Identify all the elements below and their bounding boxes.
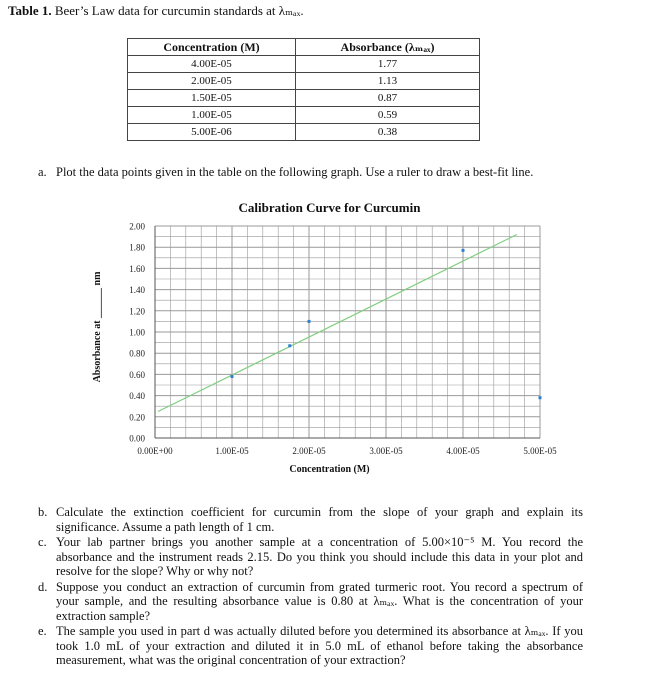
question-label: b. — [38, 505, 48, 519]
chart-title: Calibration Curve for Curcumin — [238, 200, 421, 215]
y-tick-label: 2.00 — [129, 221, 145, 232]
question-text: Your lab partner brings you another sample at a concentration of 5.00×10⁻⁵ M. You record the absorbance and the instrument reads 2.15. Do you think you should include this data in your plot and resolve for the slope? Why or why not? — [56, 535, 583, 578]
x-tick-label: 3.00E-05 — [369, 446, 403, 456]
x-tick-label: 0.00E+00 — [137, 446, 173, 456]
question-text: The sample you used in part d was actually diluted before you determined its absorbance at λₘₐₓ. If you took 1.0 mL of your extraction and diluted it in 5.0 mL of ethanol before taking the absorbance measurement, what was the original concentration of your extraction? — [56, 624, 583, 667]
data-point — [288, 344, 291, 347]
y-tick-label: 1.80 — [129, 242, 145, 253]
y-tick-label: 1.40 — [129, 285, 145, 296]
question-label: d. — [38, 579, 48, 594]
data-point — [308, 320, 311, 323]
x-tick-label: 2.00E-05 — [292, 446, 326, 456]
x-tick-label: 1.00E-05 — [215, 446, 249, 456]
x-tick-label: 4.00E-05 — [446, 446, 480, 456]
cell-concentration: 4.00E-05 — [128, 56, 296, 73]
y-tick-label: 0.40 — [129, 391, 145, 402]
cell-concentration: 5.00E-06 — [128, 124, 296, 141]
question-d — [38, 580, 583, 624]
table-caption-text: Beer’s Law data for curcumin standards at λₘₐₓ. — [51, 3, 304, 18]
cell-absorbance: 1.77 — [296, 56, 480, 73]
question-text: Calculate the extinction coefficient for curcumin from the slope of your graph and explain its significance. Assume a path length of 1 cm. — [56, 505, 583, 534]
question-c — [38, 535, 583, 579]
question-label: a. — [38, 165, 47, 179]
x-axis-label: Concentration (M) — [289, 464, 370, 475]
cell-absorbance: 0.38 — [296, 124, 480, 141]
cell-concentration: 1.50E-05 — [128, 90, 296, 107]
question-b — [38, 505, 583, 534]
y-axis-label: Absorbance at ______ nm — [92, 271, 103, 383]
question-e — [38, 624, 583, 668]
y-tick-label: 0.20 — [129, 412, 145, 423]
question-text: Plot the data points given in the table on the following graph. Use a ruler to draw a best-fit line. — [56, 165, 534, 179]
question-label: e. — [38, 624, 47, 638]
y-tick-label: 0.00 — [129, 433, 145, 444]
question-label: c. — [38, 535, 47, 549]
data-point — [462, 249, 465, 252]
cell-absorbance: 0.87 — [296, 90, 480, 107]
y-tick-label: 1.60 — [129, 263, 145, 274]
question-text: Suppose you conduct an extraction of curcumin from grated turmeric root. You record a spectrum of your sample, and the resulting absorbance value is 0.80 at λₘₐₓ. What is the concentration of your extraction sample? — [56, 579, 583, 623]
cell-absorbance: 1.13 — [296, 73, 480, 90]
y-tick-label: 1.00 — [129, 327, 145, 338]
table-caption-label: Table 1. — [8, 3, 52, 18]
cell-concentration: 1.00E-05 — [128, 107, 296, 124]
y-tick-label: 0.60 — [129, 369, 145, 380]
x-tick-label: 5.00E-05 — [523, 446, 557, 456]
question-list — [38, 505, 583, 669]
header-absorbance: Absorbance (λₘₐₓ) — [296, 39, 480, 56]
data-point — [231, 375, 234, 378]
y-tick-label: 1.20 — [129, 306, 145, 317]
header-concentration: Concentration (M) — [128, 39, 296, 56]
y-tick-label: 0.80 — [129, 348, 145, 359]
cell-concentration: 2.00E-05 — [128, 73, 296, 90]
cell-absorbance: 0.59 — [296, 107, 480, 124]
data-point — [539, 396, 542, 399]
